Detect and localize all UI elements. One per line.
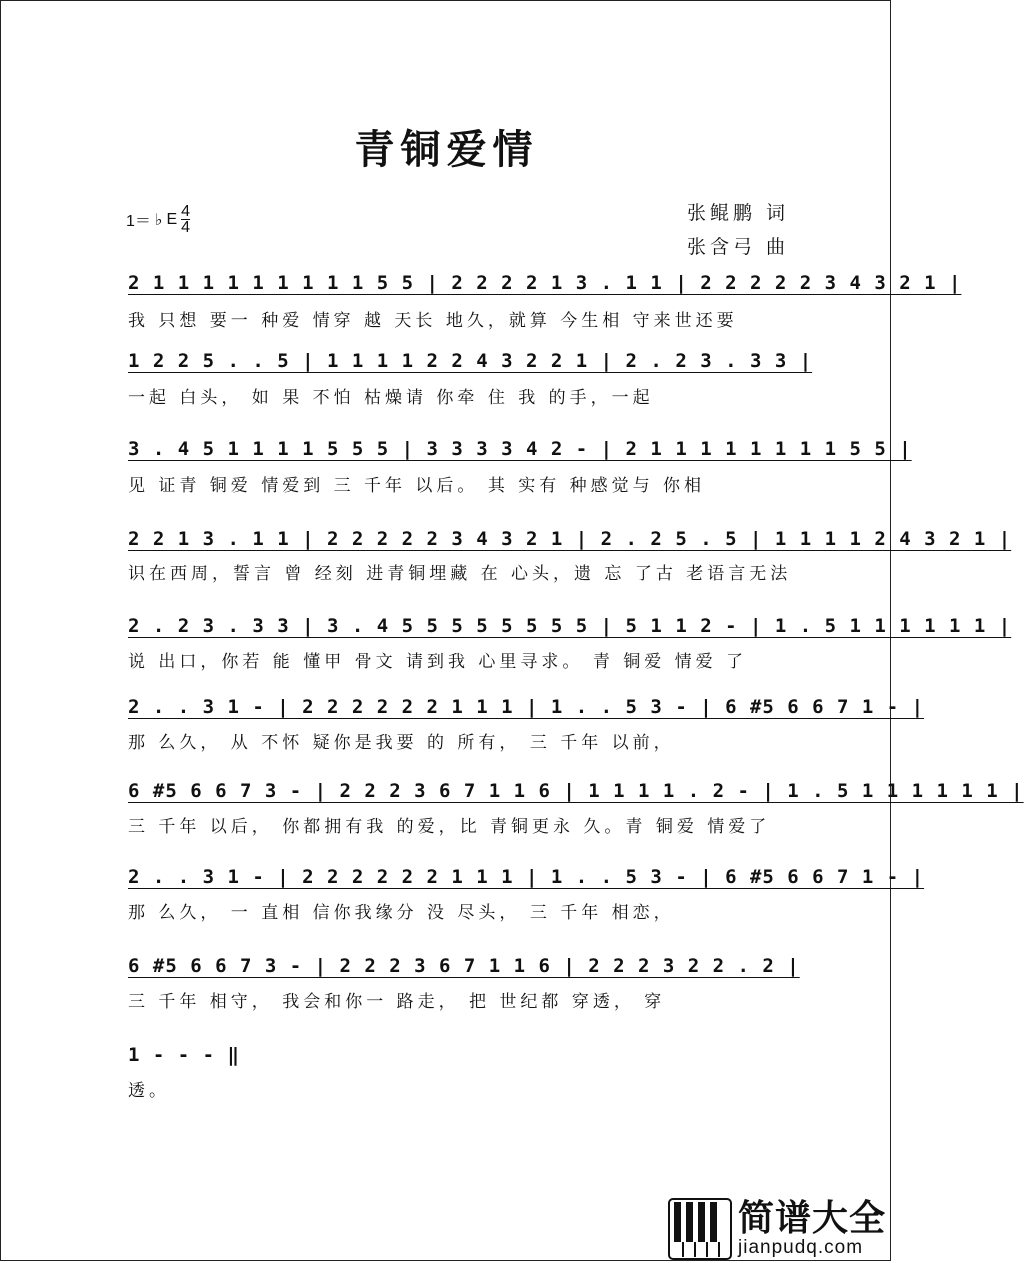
- notation-line: 1 - - - ‖: [128, 1044, 240, 1066]
- composer-credit: 张含弓 曲: [686, 236, 789, 258]
- notation-line: 2 . . 3 1 - | 2 2 2 2 2 2 1 1 1 | 1 . . 5 3 - | 6 #5 6 6 7 1 - |: [128, 696, 925, 718]
- lyric-line: 三 千年 相守， 我会和你一 路走， 把 世纪都 穿透， 穿: [128, 992, 666, 1012]
- notation-line: 3 . 4 5 1 1 1 1 5 5 5 | 3 3 3 3 4 2 - | 2 1 1 1 1 1 1 1 1 5 5 |: [128, 438, 912, 460]
- notation-line: 1 2 2 5 . . 5 | 1 1 1 1 2 2 4 3 2 2 1 | 2 . 2 3 . 3 3 |: [128, 350, 813, 372]
- song-title: 青铜爱情: [354, 127, 539, 173]
- lyric-line: 透。: [128, 1081, 170, 1101]
- notation-line: 2 . 2 3 . 3 3 | 3 . 4 5 5 5 5 5 5 5 5 | 5 1 1 2 - | 1 . 5 1 1 1 1 1 1 |: [128, 615, 1012, 637]
- lyric-line: 说 出口，你若 能 懂甲 骨文 请到我 心里寻求。 青 铜爱 情爱 了: [128, 652, 748, 672]
- time-signature: [181, 204, 190, 235]
- lyric-line: 见 证青 铜爱 情爱到 三 千年 以后。 其 实有 种感觉与 你相: [128, 476, 706, 496]
- notation-line: 6 #5 6 6 7 3 - | 2 2 2 3 6 7 1 1 6 | 2 2 2 3 2 2 . 2 |: [128, 955, 800, 977]
- time-beats: 4: [181, 203, 191, 220]
- lyric-line: 我 只想 要一 种爱 情穿 越 天长 地久，就算 今生相 守来世还要: [128, 311, 738, 331]
- notation-line: 2 2 1 3 . 1 1 | 2 2 2 2 2 3 4 3 2 1 | 2 . 2 5 . 5 | 1 1 1 1 2 4 3 2 1 |: [128, 528, 1012, 550]
- lyric-line: 三 千年 以后， 你都拥有我 的爱，比 青铜更永 久。青 铜爱 情爱了: [128, 817, 771, 837]
- lyric-line: 一起 白头， 如 果 不怕 枯燥请 你牵 住 我 的手，一起: [128, 388, 654, 408]
- logo-name-cn: 简谱大全: [738, 1198, 887, 1239]
- lyric-line: 那 么久， 从 不怀 疑你是我要 的 所有， 三 千年 以前，: [128, 733, 675, 753]
- key-signature: [126, 204, 190, 235]
- lyric-line: 那 么久， 一 直相 信你我缘分 没 尽头， 三 千年 相恋，: [128, 903, 675, 923]
- time-beat-unit: 4: [181, 219, 191, 236]
- flat-sign: ♭: [154, 211, 163, 229]
- notation-line: 2 1 1 1 1 1 1 1 1 1 5 5 | 2 2 2 2 1 3 . 1 1 | 2 2 2 2 2 3 4 3 2 1 |: [128, 272, 962, 294]
- logo-url: jianpudq.com: [738, 1237, 864, 1258]
- site-logo: [668, 1196, 890, 1262]
- key-note: E: [166, 210, 178, 228]
- piano-keys-icon: [668, 1198, 732, 1260]
- lyricist-credit: 张鲲鹏 词: [686, 202, 789, 224]
- notation-line: 2 . . 3 1 - | 2 2 2 2 2 2 1 1 1 | 1 . . 5 3 - | 6 #5 6 6 7 1 - |: [128, 866, 925, 888]
- notation-line: 6 #5 6 6 7 3 - | 2 2 2 3 6 7 1 1 6 | 1 1 1 1 . 2 - | 1 . 5 1 1 1 1 1 1 |: [128, 780, 1024, 802]
- lyric-line: 识在西周，誓言 曾 经刻 进青铜埋藏 在 心头，遗 忘 了古 老语言无法: [128, 564, 792, 584]
- key-prefix: 1＝: [126, 213, 151, 230]
